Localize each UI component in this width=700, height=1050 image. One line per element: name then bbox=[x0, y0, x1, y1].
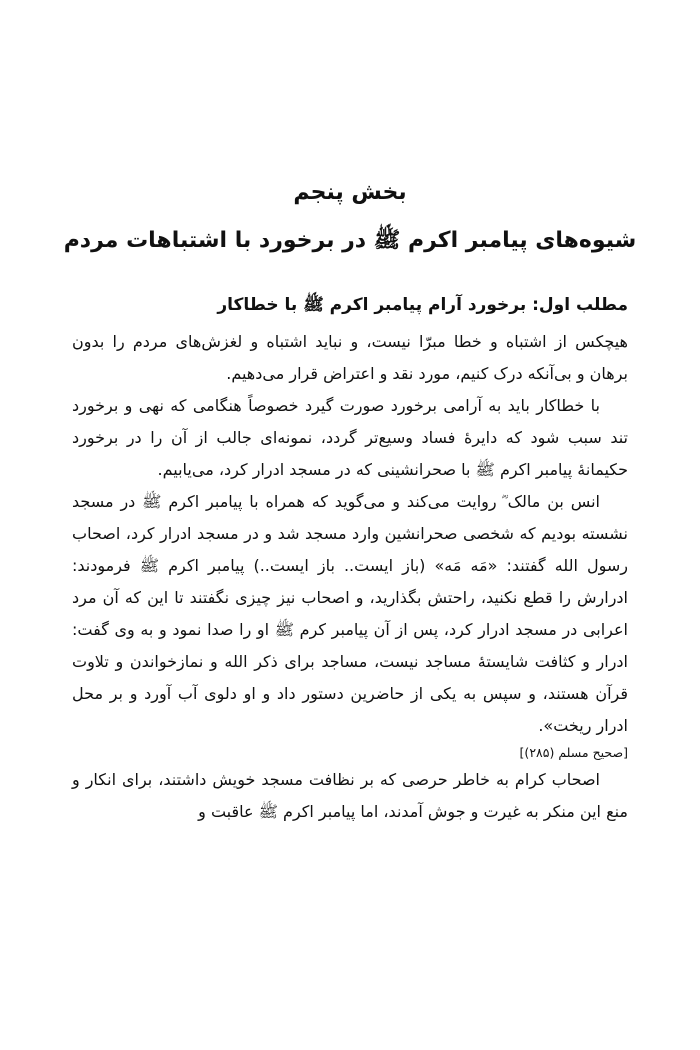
paragraph: اصحاب کرام به خاطر حرصی که بر نظافت مسجد خویش داشتند، برای انکار و منع این منکر به غیرت و جوش آمدند، اما پیامبر اکرم ﷺ عاقبت و bbox=[72, 770, 628, 821]
paragraph: انس بن مالک ؓ روایت می‌کند و می‌گوید که همراه با پیامبر اکرم ﷺ در مسجد نشسته بودیم که شخصی صحرانشین وارد مسجد شد و در مسجد ادرار کرد، اصحاب رسول الله گفتند: «مَه مَه» (باز ایست.. باز ایست..) پیامبر اکرم ﷺ فرمودند: ادرارش را قطع نکنید، راحتش بگذارید، و اصحاب نیز چیزی نگفتند تا این که آن مرد اعرابی در مسجد ادرار کرد، پس از آن پیامبر کرم ﷺ او را صدا نمود و به وی گفت: ادرار و کثافت شایستۀ مساجد نیست، مساجد برای ذکر الله و نمازخواندن و تلاوت قرآن هستند، و سپس به یکی از حاضرین دستور داد و او دلوی آب آورد و بر محل ادرار ریخت». bbox=[72, 492, 628, 735]
paragraph: با خطاکار باید به آرامی برخورد صورت گیرد خصوصاً هنگامی که نهی و برخورد تند سبب شود که دایرۀ فساد وسیع‌تر گردد، نمونه‌ای جالب از آن را در برخورد حکیمانۀ پیامبر اکرم ﷺ با صحرانشینی که در مسجد ادرار کرد، می‌یابیم. bbox=[72, 396, 628, 479]
chapter-subtitle: شیوه‌های پیامبر اکرم ﷺ در برخورد با اشتباهات مردم bbox=[63, 228, 637, 253]
page-body bbox=[72, 290, 628, 828]
paragraph: هیچکس از اشتباه و خطا مبرّا نیست، و نباید اشتباه و لغزش‌های مردم را بدون برهان و بی‌آنکه درک کنیم، مورد نقد و اعتراض قرار می‌دهیم. bbox=[72, 332, 628, 383]
chapter-title: بخش پنجم bbox=[293, 180, 407, 205]
source-reference: [صحیح مسلم (۲۸۵)] bbox=[519, 745, 628, 760]
section-title: مطلب اول: برخورد آرام پیامبر اکرم ﷺ با خطاکار bbox=[217, 295, 628, 315]
